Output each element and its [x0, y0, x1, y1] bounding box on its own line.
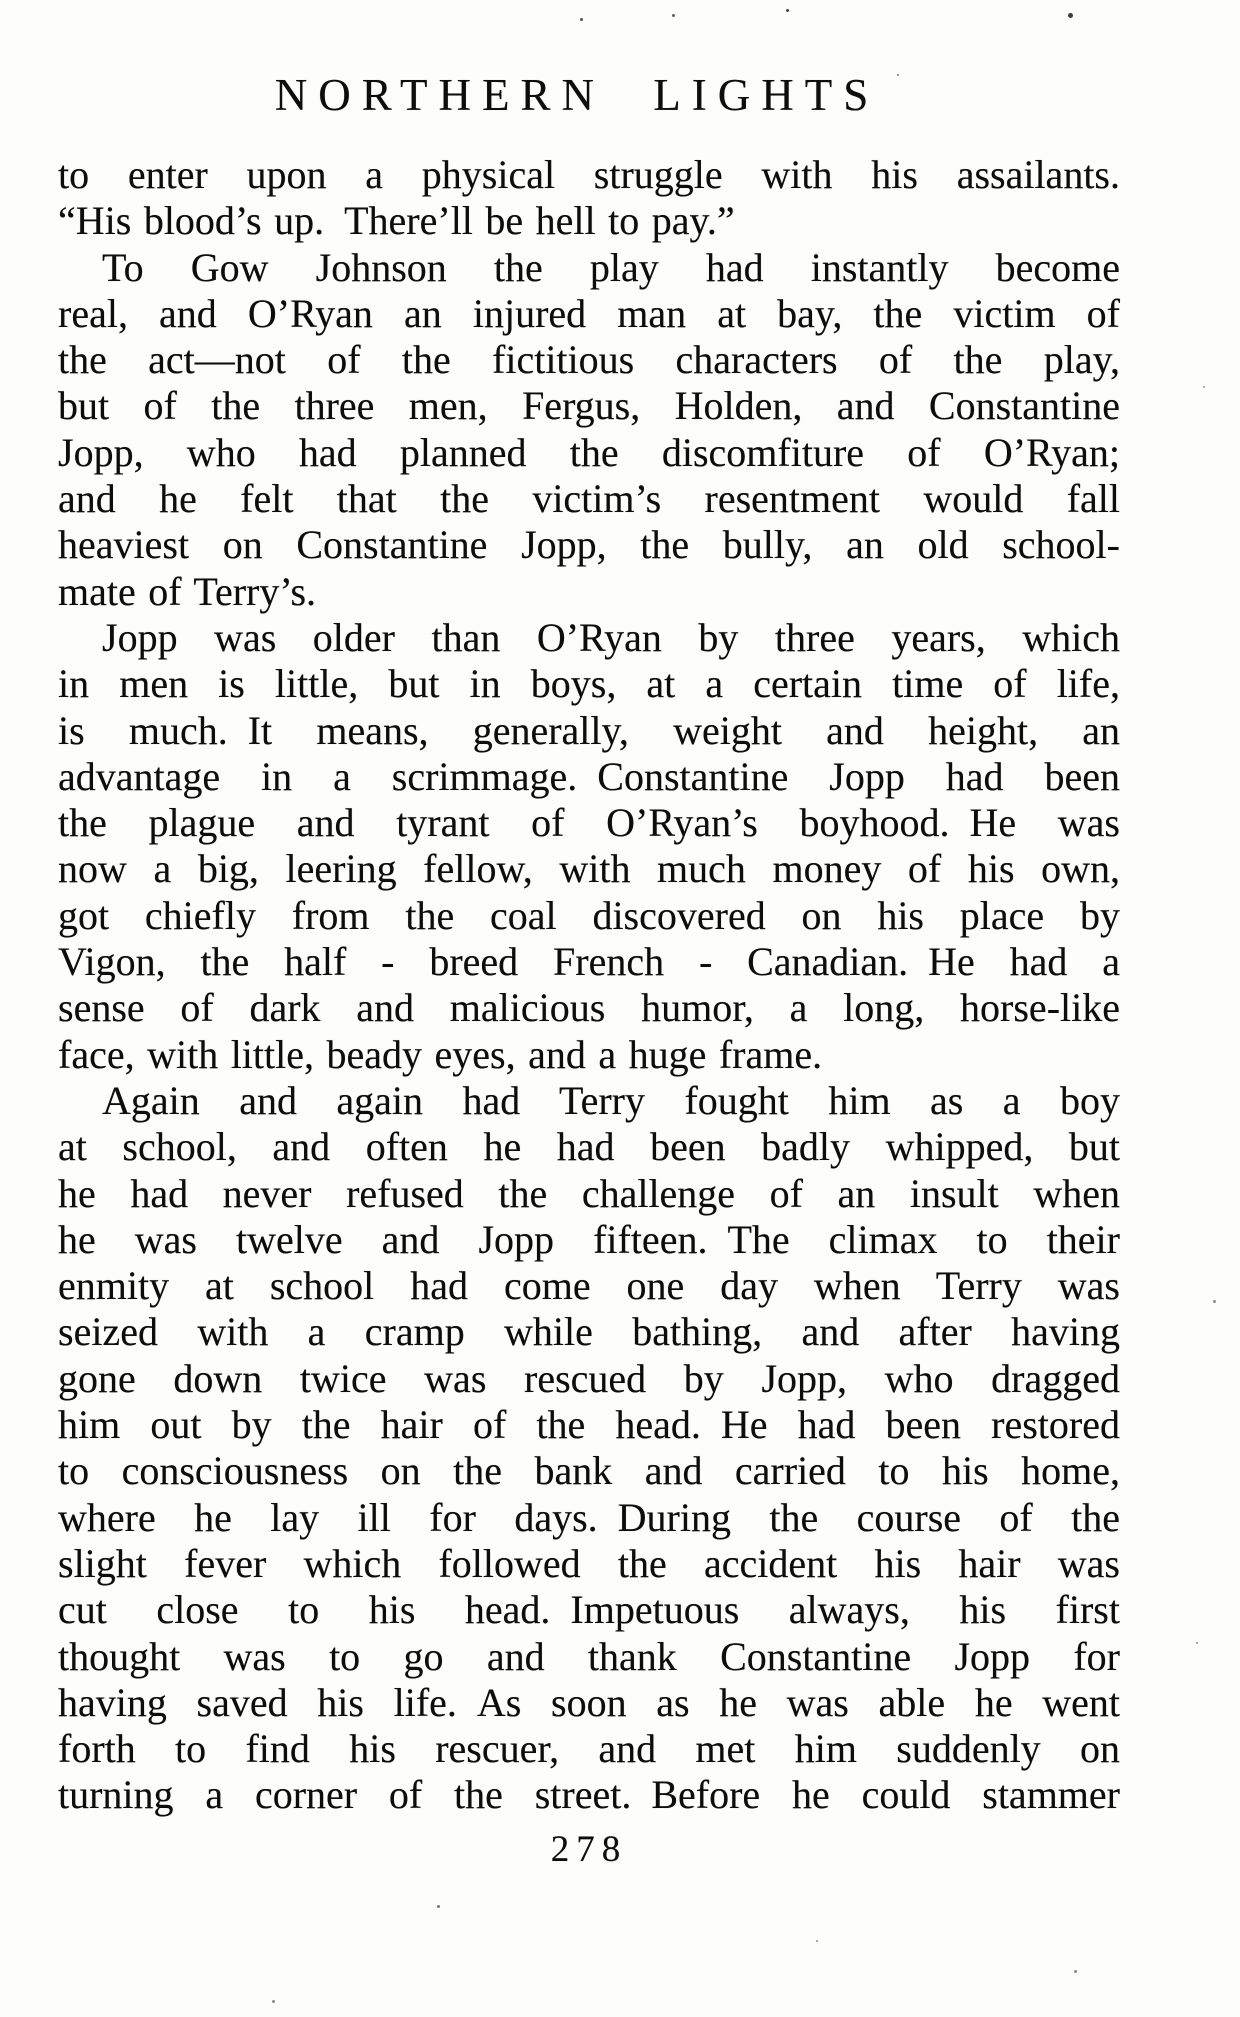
- page-number: 278: [550, 1829, 628, 1870]
- text-line: Again and again had Terry fought him as a boy: [102, 1077, 1120, 1123]
- text-line: him out by the hair of the head. He had been restored: [58, 1402, 1120, 1448]
- scan-speckle: [437, 1905, 440, 1908]
- text-line: seized with a cramp while bathing, and after having: [58, 1309, 1120, 1355]
- text-line: at school, and often he had been badly whipped, but: [58, 1124, 1120, 1170]
- scan-speckle: [272, 2000, 275, 2003]
- scan-speckle: [1196, 1642, 1198, 1644]
- scan-speckle: [1074, 1970, 1077, 1973]
- text-line: the plague and tyrant of O’Ryan’s boyhood. He was: [58, 800, 1120, 846]
- page-title: NORTHERN LIGHTS: [274, 70, 880, 120]
- text-line: forth to find his rescuer, and met him suddenly on: [58, 1726, 1120, 1772]
- text-line: sense of dark and malicious humor, a long, horse-like: [58, 985, 1120, 1031]
- text-line: he was twelve and Jopp fifteen. The climax to their: [58, 1216, 1120, 1262]
- scan-speckle: [1203, 386, 1205, 388]
- scan-speckle: [672, 14, 675, 17]
- text-line: To Gow Johnson the play had instantly become: [102, 244, 1120, 290]
- text-line: the act—not of the fictitious characters of the play,: [58, 337, 1120, 383]
- text-line: in men is little, but in boys, at a certain time of life,: [58, 661, 1120, 707]
- text-line: where he lay ill for days. During the course of the: [58, 1494, 1120, 1540]
- text-line: cut close to his head. Impetuous always, his first: [58, 1587, 1120, 1633]
- text-line: to consciousness on the bank and carried to his home,: [58, 1448, 1120, 1494]
- scan-speckle: [580, 18, 583, 21]
- text-line: Jopp, who had planned the discomfiture of O’Ryan;: [58, 429, 1120, 475]
- text-line: gone down twice was rescued by Jopp, who dragged: [58, 1355, 1120, 1401]
- text-line: advantage in a scrimmage. Constantine Jopp had been: [58, 753, 1120, 799]
- text-line: Vigon, the half - breed French - Canadian. He had a: [58, 939, 1120, 985]
- text-line: “His blood’s up. There’ll be hell to pay.”: [58, 198, 735, 244]
- scan-speckle: [816, 1940, 818, 1942]
- scan-speckle: [897, 74, 899, 76]
- text-line: and he felt that the victim’s resentment would fall: [58, 476, 1120, 522]
- text-line: but of the three men, Fergus, Holden, and Constantine: [58, 383, 1120, 429]
- text-line: turning a corner of the street. Before he could stammer: [58, 1772, 1120, 1818]
- text-line: face, with little, beady eyes, and a huge frame.: [58, 1031, 823, 1077]
- text-line: is much. It means, generally, weight and height, an: [58, 707, 1120, 753]
- text-line: real, and O’Ryan an injured man at bay, the victim of: [58, 290, 1120, 336]
- text-line: heaviest on Constantine Jopp, the bully, an old school-: [58, 522, 1120, 568]
- body-text: [58, 152, 1120, 1819]
- text-line: having saved his life. As soon as he was able he went: [58, 1679, 1120, 1725]
- scan-speckle: [1213, 1300, 1216, 1303]
- text-line: slight fever which followed the accident his hair was: [58, 1540, 1120, 1586]
- text-line: to enter upon a physical struggle with his assailants.: [58, 152, 1120, 197]
- scan-speckle: [1068, 13, 1073, 18]
- text-line: mate of Terry’s.: [58, 568, 317, 614]
- text-line: he had never refused the challenge of an insult when: [58, 1170, 1120, 1216]
- text-line: now a big, leering fellow, with much money of his own,: [58, 846, 1120, 892]
- text-line: Jopp was older than O’Ryan by three years, which: [102, 614, 1120, 660]
- text-line: enmity at school had come one day when Terry was: [58, 1263, 1120, 1309]
- text-line: got chiefly from the coal discovered on his place by: [58, 892, 1120, 938]
- scan-speckle: [786, 9, 789, 12]
- text-line: thought was to go and thank Constantine Jopp for: [58, 1633, 1120, 1679]
